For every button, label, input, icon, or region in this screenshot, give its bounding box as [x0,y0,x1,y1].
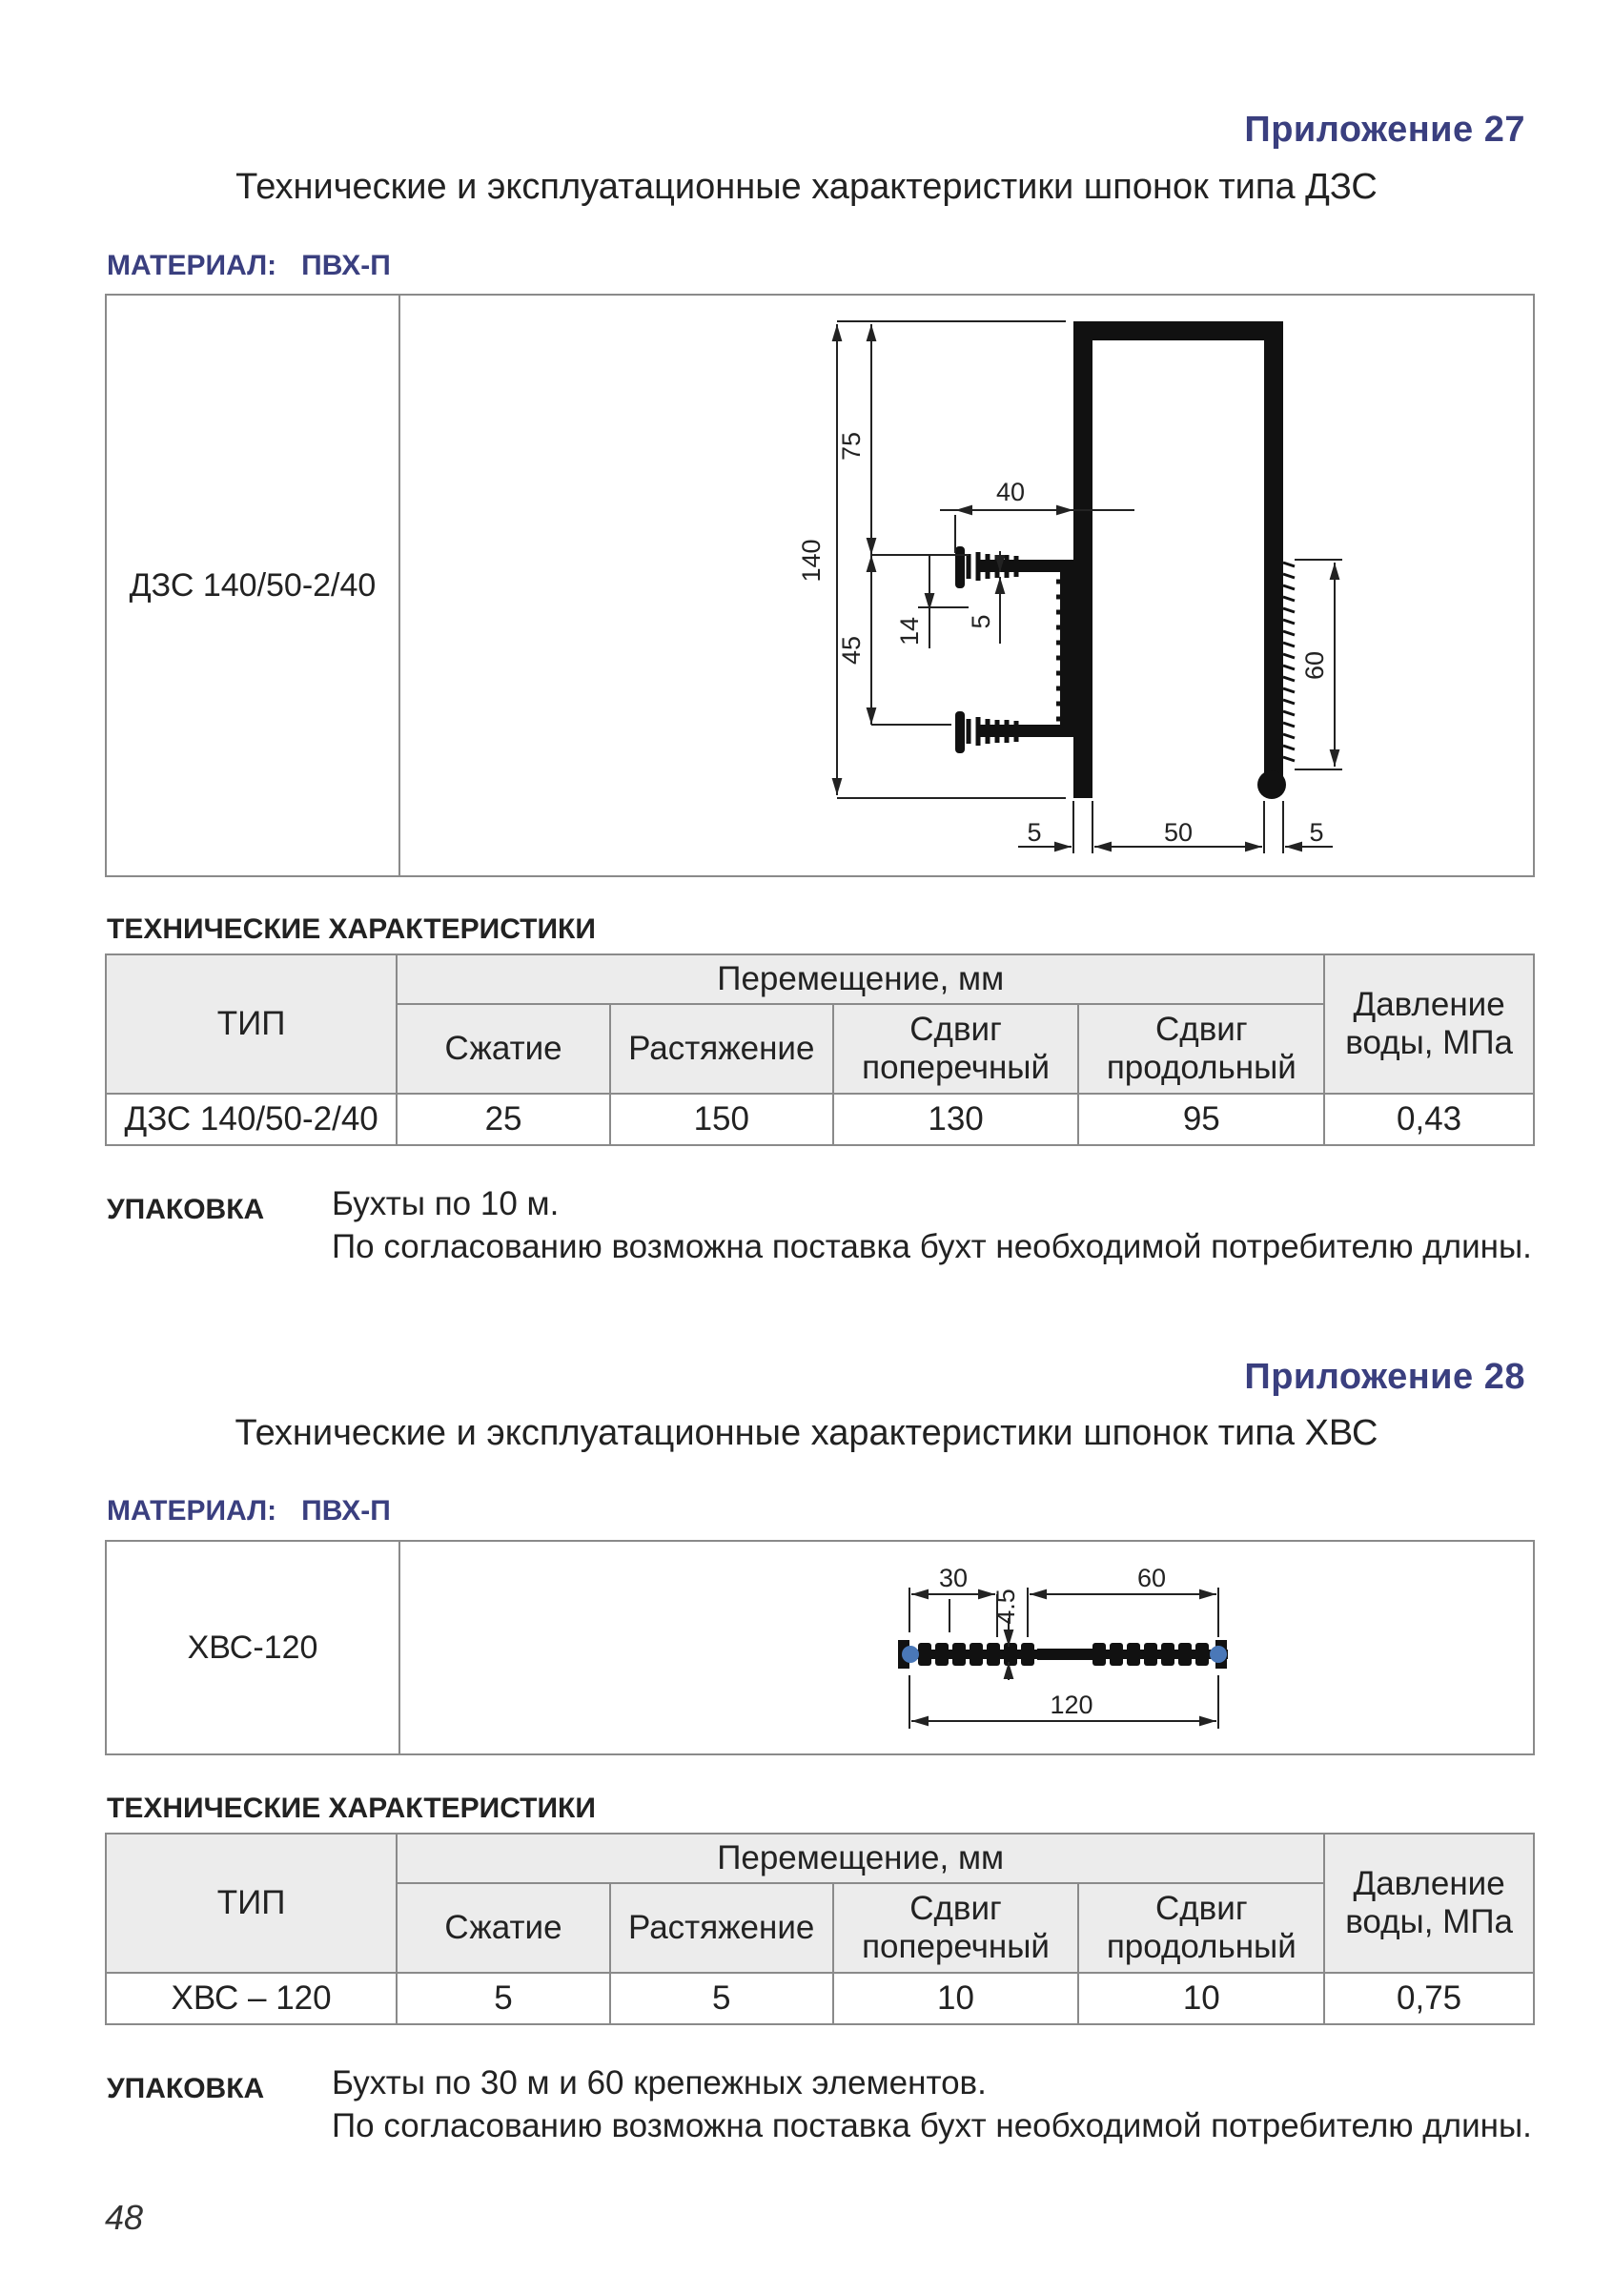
header-displacement: Перемещение, мм [397,1834,1324,1883]
material-label: МАТЕРИАЛ: [107,1495,277,1527]
section2-pack-label: УПАКОВКА [107,2073,265,2104]
hvs-profile-drawing [398,1542,1533,1753]
material-value: ПВХ-П [301,250,391,281]
section2-material [107,1495,391,1527]
dim-14: 14 [895,616,924,646]
page-number: 48 [105,2198,144,2237]
table-row [106,1973,1534,2024]
section1-title: Технические и эксплуатационные характеристики шпонок типа ДЗС [235,167,1378,207]
cell-tension: 150 [610,1094,833,1145]
cell-pressure: 0,75 [1324,1973,1534,2024]
header-compression: Сжатие [397,1883,610,1973]
dim-140: 140 [797,539,826,583]
left-bulb [902,1646,919,1663]
dim-5-vertical: 5 [967,614,995,629]
cell-shear-transverse: 10 [833,1973,1079,2024]
cell-pressure: 0,43 [1324,1094,1534,1145]
cell-type: ХВС – 120 [106,1973,397,2024]
cell-compression: 25 [397,1094,610,1145]
product-name-cell: ХВС-120 [107,1542,400,1753]
dim-50: 50 [1163,818,1194,847]
section1-material [107,250,391,282]
cell-tension: 5 [610,1973,833,2024]
appendix-28-heading: Приложение 28 [1244,1357,1525,1397]
dzs-profile-drawing [398,296,1533,875]
section1-tech-heading: ТЕХНИЧЕСКИЕ ХАРАКТЕРИСТИКИ [107,913,596,945]
section1-spec-table [105,953,1535,1146]
section1-pack-text: Бухты по 10 м. По согласованию возможна поставка бухт необходимой потребителю длины. [332,1185,1532,1265]
dim-45: 45 [837,635,866,666]
appendix-27-heading: Приложение 27 [1244,110,1525,150]
section2-spec-table [105,1833,1535,2025]
section2-tech-heading: ТЕХНИЧЕСКИЕ ХАРАКТЕРИСТИКИ [107,1793,596,1824]
dim-60: 60 [1300,650,1329,681]
header-compression: Сжатие [397,1004,610,1094]
section1-drawing-box [105,294,1535,877]
header-type: ТИП [106,954,397,1094]
dim-4-5: 4.5 [991,1589,1020,1625]
header-shear-longitudinal: Сдвиг продольный [1078,1883,1324,1973]
header-shear-longitudinal: Сдвиг продольный [1078,1004,1324,1094]
cell-type: ДЗС 140/50-2/40 [106,1094,397,1145]
dim-30: 30 [938,1564,969,1592]
table-row [106,1094,1534,1145]
dim-5-left: 5 [1027,818,1042,847]
header-tension: Растяжение [610,1004,833,1094]
product-name-cell: ДЗС 140/50-2/40 [107,296,400,875]
header-pressure: Давление воды, МПа [1324,1834,1534,1973]
dzs-right-serrations [1283,563,1295,761]
cell-shear-longitudinal: 95 [1078,1094,1324,1145]
material-value: ПВХ-П [301,1495,391,1527]
cell-shear-longitudinal: 10 [1078,1973,1324,2024]
material-label: МАТЕРИАЛ: [107,250,277,281]
dim-60: 60 [1136,1564,1167,1592]
section1-pack-label: УПАКОВКА [107,1194,265,1225]
cell-compression: 5 [397,1973,610,2024]
section2-drawing-box [105,1540,1535,1755]
header-type: ТИП [106,1834,397,1973]
dim-5-right: 5 [1309,818,1324,847]
header-displacement: Перемещение, мм [397,954,1324,1004]
header-tension: Растяжение [610,1883,833,1973]
dim-40: 40 [995,478,1026,506]
dim-75: 75 [837,431,866,461]
section2-pack-text: Бухты по 30 м и 60 крепежных элементов. По согласованию возможна поставка бухт необходимой потребителю длины. [332,2064,1532,2144]
dim-120: 120 [1050,1691,1093,1719]
right-bulb [1210,1646,1227,1663]
header-pressure: Давление воды, МПа [1324,954,1534,1094]
header-shear-transverse: Сдвиг поперечный [833,1004,1079,1094]
section2-title: Технические и эксплуатационные характеристики шпонок типа ХВС [235,1413,1378,1453]
cell-shear-transverse: 130 [833,1094,1079,1145]
header-shear-transverse: Сдвиг поперечный [833,1883,1079,1973]
